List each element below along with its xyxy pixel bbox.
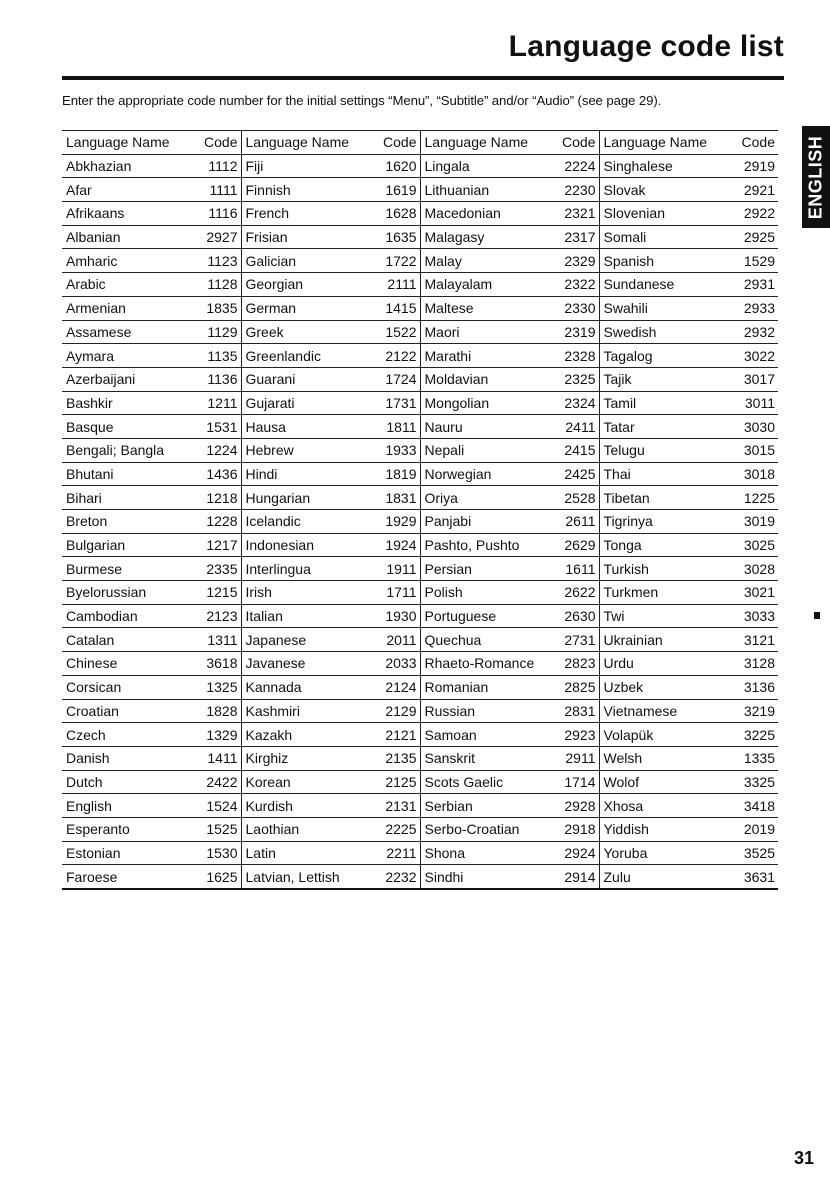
language-name-cell: Portuguese	[420, 604, 553, 628]
table-row	[62, 557, 778, 581]
language-code-cell: 1724	[374, 367, 420, 391]
header-code: Code	[732, 131, 778, 155]
table-row	[62, 462, 778, 486]
language-name-cell: Tigrinya	[599, 510, 732, 534]
language-name-cell: Bulgarian	[62, 533, 195, 557]
language-code-cell: 2225	[374, 817, 420, 841]
language-code-cell: 1335	[732, 746, 778, 770]
language-name-cell: Maori	[420, 320, 553, 344]
language-name-cell: Tonga	[599, 533, 732, 557]
language-code-cell: 3136	[732, 675, 778, 699]
table-row	[62, 841, 778, 865]
language-name-cell: Estonian	[62, 841, 195, 865]
language-code-cell: 1123	[195, 249, 241, 273]
language-code-cell: 1325	[195, 675, 241, 699]
language-code-cell: 2111	[374, 273, 420, 297]
language-name-cell: Zulu	[599, 865, 732, 889]
language-code-cell: 2923	[553, 723, 599, 747]
language-name-cell: Swedish	[599, 320, 732, 344]
language-code-cell: 2125	[374, 770, 420, 794]
language-code-cell: 2317	[553, 225, 599, 249]
language-code-cell: 2825	[553, 675, 599, 699]
language-name-cell: Hausa	[241, 415, 374, 439]
language-name-cell: Greenlandic	[241, 344, 374, 368]
language-name-cell: Quechua	[420, 628, 553, 652]
table-row	[62, 628, 778, 652]
table-row	[62, 202, 778, 226]
language-name-cell: Nepali	[420, 438, 553, 462]
language-code-cell: 1329	[195, 723, 241, 747]
table-row	[62, 604, 778, 628]
language-name-cell: Hebrew	[241, 438, 374, 462]
language-code-cell: 1111	[195, 178, 241, 202]
table-row	[62, 273, 778, 297]
language-name-cell: Lingala	[420, 154, 553, 178]
language-code-cell: 2911	[553, 746, 599, 770]
language-name-cell: Wolof	[599, 770, 732, 794]
language-name-cell: Persian	[420, 557, 553, 581]
language-name-cell: Japanese	[241, 628, 374, 652]
language-name-cell: Russian	[420, 699, 553, 723]
language-code-cell: 2019	[732, 817, 778, 841]
language-name-cell: Italian	[241, 604, 374, 628]
language-code-cell: 3618	[195, 652, 241, 676]
title-divider	[62, 76, 784, 80]
language-name-cell: Javanese	[241, 652, 374, 676]
language-name-cell: Norwegian	[420, 462, 553, 486]
language-section-tab	[802, 126, 830, 228]
language-section-label: ENGLISH	[805, 135, 826, 219]
language-name-cell: Samoan	[420, 723, 553, 747]
language-name-cell: Tajik	[599, 367, 732, 391]
header-code: Code	[195, 131, 241, 155]
language-code-cell: 1525	[195, 817, 241, 841]
table-row	[62, 581, 778, 605]
table-row	[62, 770, 778, 794]
language-name-cell: Irish	[241, 581, 374, 605]
language-code-table	[62, 130, 778, 890]
language-name-cell: Galician	[241, 249, 374, 273]
language-name-cell: Sanskrit	[420, 746, 553, 770]
table-row	[62, 675, 778, 699]
language-name-cell: Laothian	[241, 817, 374, 841]
language-code-cell: 2411	[553, 415, 599, 439]
language-name-cell: Tatar	[599, 415, 732, 439]
language-name-cell: Rhaeto-Romance	[420, 652, 553, 676]
table-row	[62, 723, 778, 747]
language-name-cell: Chinese	[62, 652, 195, 676]
language-code-cell: 2914	[553, 865, 599, 889]
language-name-cell: Byelorussian	[62, 581, 195, 605]
language-name-cell: Corsican	[62, 675, 195, 699]
language-name-cell: Basque	[62, 415, 195, 439]
table-row	[62, 367, 778, 391]
language-name-cell: Hungarian	[241, 486, 374, 510]
header-code: Code	[374, 131, 420, 155]
language-name-cell: Singhalese	[599, 154, 732, 178]
language-name-cell: Shona	[420, 841, 553, 865]
language-name-cell: Armenian	[62, 296, 195, 320]
language-code-cell: 2329	[553, 249, 599, 273]
language-name-cell: Tibetan	[599, 486, 732, 510]
language-name-cell: Afar	[62, 178, 195, 202]
language-code-cell: 2528	[553, 486, 599, 510]
language-code-cell: 1929	[374, 510, 420, 534]
language-code-cell: 2921	[732, 178, 778, 202]
table-row	[62, 225, 778, 249]
language-code-cell: 2927	[195, 225, 241, 249]
table-row	[62, 486, 778, 510]
language-name-cell: Cambodian	[62, 604, 195, 628]
language-name-cell: Albanian	[62, 225, 195, 249]
language-code-cell: 1228	[195, 510, 241, 534]
language-name-cell: Hindi	[241, 462, 374, 486]
language-code-cell: 2922	[732, 202, 778, 226]
language-code-cell: 1112	[195, 154, 241, 178]
language-code-cell: 3019	[732, 510, 778, 534]
header-language-name: Language Name	[599, 131, 732, 155]
language-name-cell: Twi	[599, 604, 732, 628]
language-name-cell: Yiddish	[599, 817, 732, 841]
language-name-cell: Polish	[420, 581, 553, 605]
table-row	[62, 344, 778, 368]
language-name-cell: Czech	[62, 723, 195, 747]
language-code-cell: 1211	[195, 391, 241, 415]
language-code-cell: 3525	[732, 841, 778, 865]
language-name-cell: French	[241, 202, 374, 226]
language-name-cell: Uzbek	[599, 675, 732, 699]
language-name-cell: Kannada	[241, 675, 374, 699]
language-name-cell: Finnish	[241, 178, 374, 202]
language-name-cell: Fiji	[241, 154, 374, 178]
language-code-cell: 1128	[195, 273, 241, 297]
language-code-cell: 3025	[732, 533, 778, 557]
language-name-cell: Serbo-Croatian	[420, 817, 553, 841]
language-name-cell: Frisian	[241, 225, 374, 249]
language-code-cell: 1135	[195, 344, 241, 368]
table-row	[62, 178, 778, 202]
language-name-cell: Yoruba	[599, 841, 732, 865]
table-row	[62, 533, 778, 557]
language-code-cell: 3033	[732, 604, 778, 628]
language-code-cell: 3631	[732, 865, 778, 889]
language-name-cell: Macedonian	[420, 202, 553, 226]
language-name-cell: Marathi	[420, 344, 553, 368]
language-name-cell: Arabic	[62, 273, 195, 297]
language-name-cell: Panjabi	[420, 510, 553, 534]
language-code-cell: 1828	[195, 699, 241, 723]
language-code-cell: 2232	[374, 865, 420, 889]
language-name-cell: Kazakh	[241, 723, 374, 747]
language-code-cell: 1619	[374, 178, 420, 202]
language-code-cell: 2011	[374, 628, 420, 652]
language-code-cell: 1611	[553, 557, 599, 581]
language-name-cell: Faroese	[62, 865, 195, 889]
language-code-cell: 2124	[374, 675, 420, 699]
language-code-cell: 2230	[553, 178, 599, 202]
language-name-cell: Azerbaijani	[62, 367, 195, 391]
table-row	[62, 817, 778, 841]
language-code-cell: 2928	[553, 794, 599, 818]
language-name-cell: Tagalog	[599, 344, 732, 368]
language-name-cell: Gujarati	[241, 391, 374, 415]
language-code-cell: 3418	[732, 794, 778, 818]
language-name-cell: Korean	[241, 770, 374, 794]
language-code-cell: 1924	[374, 533, 420, 557]
page-number: 31	[793, 1148, 814, 1168]
table-row	[62, 391, 778, 415]
language-name-cell: German	[241, 296, 374, 320]
language-code-cell: 3325	[732, 770, 778, 794]
language-code-cell: 1811	[374, 415, 420, 439]
language-name-cell: Indonesian	[241, 533, 374, 557]
language-code-cell: 1529	[732, 249, 778, 273]
language-name-cell: Bhutani	[62, 462, 195, 486]
language-code-cell: 1116	[195, 202, 241, 226]
table-row	[62, 794, 778, 818]
language-name-cell: Greek	[241, 320, 374, 344]
language-name-cell: Latin	[241, 841, 374, 865]
language-name-cell: Malay	[420, 249, 553, 273]
language-name-cell: Lithuanian	[420, 178, 553, 202]
language-code-cell: 1531	[195, 415, 241, 439]
language-name-cell: Maltese	[420, 296, 553, 320]
language-name-cell: Turkmen	[599, 581, 732, 605]
language-code-cell: 2224	[553, 154, 599, 178]
language-code-cell: 2622	[553, 581, 599, 605]
language-code-cell: 2335	[195, 557, 241, 581]
language-name-cell: Telugu	[599, 438, 732, 462]
page-title: Language code list	[508, 30, 784, 63]
language-code-cell: 1129	[195, 320, 241, 344]
language-name-cell: Mongolian	[420, 391, 553, 415]
language-name-cell: Serbian	[420, 794, 553, 818]
language-code-cell: 3021	[732, 581, 778, 605]
language-name-cell: Pashto, Pushto	[420, 533, 553, 557]
language-name-cell: Vietnamese	[599, 699, 732, 723]
language-code-cell: 2831	[553, 699, 599, 723]
language-name-cell: Danish	[62, 746, 195, 770]
language-name-cell: Croatian	[62, 699, 195, 723]
language-code-cell: 1411	[195, 746, 241, 770]
header-language-name: Language Name	[241, 131, 374, 155]
language-name-cell: Malayalam	[420, 273, 553, 297]
language-name-cell: Icelandic	[241, 510, 374, 534]
language-code-cell: 1436	[195, 462, 241, 486]
language-name-cell: Nauru	[420, 415, 553, 439]
language-code-cell: 2918	[553, 817, 599, 841]
table-row	[62, 510, 778, 534]
language-code-cell: 1524	[195, 794, 241, 818]
language-name-cell: Guarani	[241, 367, 374, 391]
language-code-cell: 1831	[374, 486, 420, 510]
language-code-cell: 3121	[732, 628, 778, 652]
language-code-cell: 3028	[732, 557, 778, 581]
language-code-cell: 1620	[374, 154, 420, 178]
language-code-cell: 1819	[374, 462, 420, 486]
language-code-cell: 2135	[374, 746, 420, 770]
language-name-cell: Afrikaans	[62, 202, 195, 226]
language-code-cell: 2325	[553, 367, 599, 391]
language-code-cell: 1930	[374, 604, 420, 628]
table-row	[62, 865, 778, 889]
language-name-cell: Aymara	[62, 344, 195, 368]
language-code-cell: 3225	[732, 723, 778, 747]
language-name-cell: Kashmiri	[241, 699, 374, 723]
language-name-cell: Georgian	[241, 273, 374, 297]
language-code-cell: 3128	[732, 652, 778, 676]
language-name-cell: Slovenian	[599, 202, 732, 226]
language-name-cell: Sundanese	[599, 273, 732, 297]
language-name-cell: Amharic	[62, 249, 195, 273]
language-code-cell: 2121	[374, 723, 420, 747]
language-code-cell: 2425	[553, 462, 599, 486]
language-code-cell: 2924	[553, 841, 599, 865]
language-name-cell: Moldavian	[420, 367, 553, 391]
language-code-cell: 2330	[553, 296, 599, 320]
table-row	[62, 249, 778, 273]
table-row	[62, 746, 778, 770]
language-code-cell: 2324	[553, 391, 599, 415]
language-code-cell: 2415	[553, 438, 599, 462]
language-code-cell: 1731	[374, 391, 420, 415]
language-code-cell: 1217	[195, 533, 241, 557]
language-name-cell: Volapük	[599, 723, 732, 747]
language-name-cell: Assamese	[62, 320, 195, 344]
language-code-cell: 2131	[374, 794, 420, 818]
language-code-cell: 2319	[553, 320, 599, 344]
language-code-cell: 2211	[374, 841, 420, 865]
language-code-cell: 2611	[553, 510, 599, 534]
language-name-cell: Bihari	[62, 486, 195, 510]
language-code-cell: 1835	[195, 296, 241, 320]
language-name-cell: Oriya	[420, 486, 553, 510]
language-code-cell: 1628	[374, 202, 420, 226]
language-code-cell: 2925	[732, 225, 778, 249]
language-code-cell: 1714	[553, 770, 599, 794]
language-code-cell: 1635	[374, 225, 420, 249]
language-code-cell: 1136	[195, 367, 241, 391]
language-name-cell: Tamil	[599, 391, 732, 415]
language-code-cell: 2630	[553, 604, 599, 628]
language-name-cell: Scots Gaelic	[420, 770, 553, 794]
language-code-cell: 3015	[732, 438, 778, 462]
table-row	[62, 699, 778, 723]
language-name-cell: Catalan	[62, 628, 195, 652]
language-name-cell: Kirghiz	[241, 746, 374, 770]
language-code-cell: 2823	[553, 652, 599, 676]
language-code-cell: 3022	[732, 344, 778, 368]
language-code-cell: 2422	[195, 770, 241, 794]
language-code-cell: 2122	[374, 344, 420, 368]
language-code-cell: 1311	[195, 628, 241, 652]
table-body	[62, 154, 778, 889]
header-language-name: Language Name	[420, 131, 553, 155]
language-code-cell: 2322	[553, 273, 599, 297]
language-code-cell: 1225	[732, 486, 778, 510]
language-name-cell: Spanish	[599, 249, 732, 273]
language-code-cell: 1415	[374, 296, 420, 320]
table-row	[62, 415, 778, 439]
language-name-cell: Esperanto	[62, 817, 195, 841]
language-code-cell: 3011	[732, 391, 778, 415]
language-code-cell: 1711	[374, 581, 420, 605]
table-row	[62, 320, 778, 344]
language-name-cell: Sindhi	[420, 865, 553, 889]
language-code-cell: 2328	[553, 344, 599, 368]
language-code-cell: 1530	[195, 841, 241, 865]
language-name-cell: Thai	[599, 462, 732, 486]
language-name-cell: Welsh	[599, 746, 732, 770]
language-code-cell: 2033	[374, 652, 420, 676]
table-header-row	[62, 131, 778, 155]
table-row	[62, 438, 778, 462]
language-code-cell: 3017	[732, 367, 778, 391]
language-name-cell: Xhosa	[599, 794, 732, 818]
language-name-cell: English	[62, 794, 195, 818]
language-code-cell: 2629	[553, 533, 599, 557]
header-code: Code	[553, 131, 599, 155]
language-name-cell: Kurdish	[241, 794, 374, 818]
language-name-cell: Abkhazian	[62, 154, 195, 178]
page-marker	[814, 612, 820, 619]
language-code-cell: 3219	[732, 699, 778, 723]
language-code-cell: 1215	[195, 581, 241, 605]
language-name-cell: Slovak	[599, 178, 732, 202]
language-name-cell: Turkish	[599, 557, 732, 581]
language-name-cell: Dutch	[62, 770, 195, 794]
language-name-cell: Swahili	[599, 296, 732, 320]
language-name-cell: Breton	[62, 510, 195, 534]
language-name-cell: Somali	[599, 225, 732, 249]
language-code-cell: 1722	[374, 249, 420, 273]
language-code-cell: 2731	[553, 628, 599, 652]
language-name-cell: Urdu	[599, 652, 732, 676]
table-row	[62, 154, 778, 178]
language-code-cell: 3018	[732, 462, 778, 486]
language-name-cell: Latvian, Lettish	[241, 865, 374, 889]
language-name-cell: Burmese	[62, 557, 195, 581]
language-code-cell: 1218	[195, 486, 241, 510]
language-code-cell: 3030	[732, 415, 778, 439]
language-code-cell: 2919	[732, 154, 778, 178]
language-name-cell: Bengali; Bangla	[62, 438, 195, 462]
language-name-cell: Romanian	[420, 675, 553, 699]
language-code-cell: 1625	[195, 865, 241, 889]
header-language-name: Language Name	[62, 131, 195, 155]
language-code-cell: 2129	[374, 699, 420, 723]
language-code-cell: 2933	[732, 296, 778, 320]
language-code-cell: 2932	[732, 320, 778, 344]
language-code-cell: 2123	[195, 604, 241, 628]
language-code-cell: 1933	[374, 438, 420, 462]
table-row	[62, 652, 778, 676]
table-row	[62, 296, 778, 320]
language-code-cell: 1224	[195, 438, 241, 462]
language-name-cell: Bashkir	[62, 391, 195, 415]
language-name-cell: Malagasy	[420, 225, 553, 249]
language-code-cell: 1911	[374, 557, 420, 581]
language-code-cell: 1522	[374, 320, 420, 344]
language-code-cell: 2321	[553, 202, 599, 226]
intro-text: Enter the appropriate code number for the initial settings “Menu”, “Subtitle” and/or “Audio” (see page 29).	[62, 93, 662, 108]
language-name-cell: Ukrainian	[599, 628, 732, 652]
language-code-cell: 2931	[732, 273, 778, 297]
language-name-cell: Interlingua	[241, 557, 374, 581]
